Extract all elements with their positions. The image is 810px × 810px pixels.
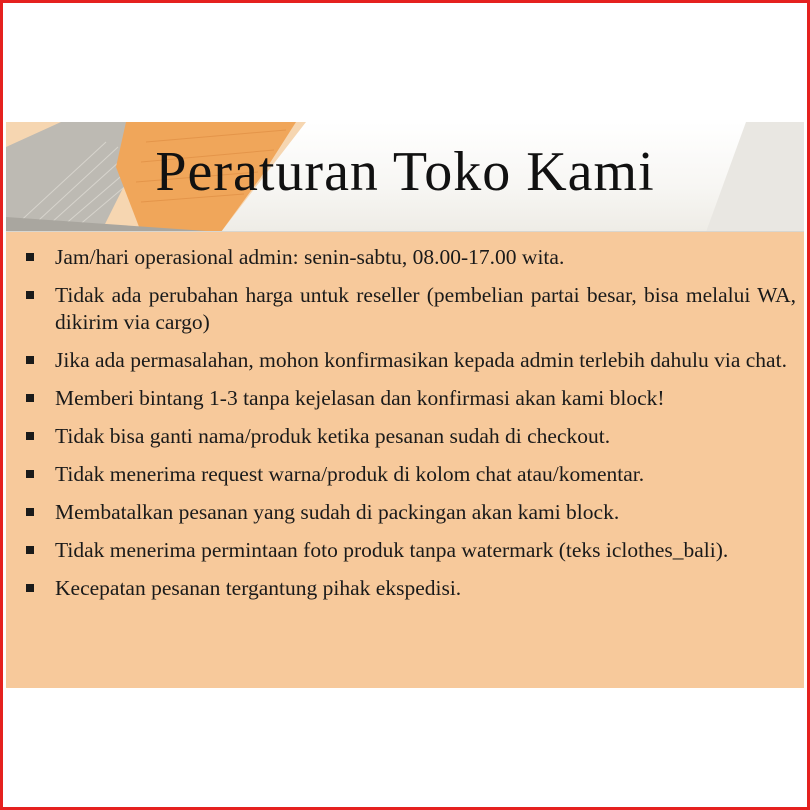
rule-text: Tidak menerima permintaan foto produk tanpa watermark (teks iclothes_bali). xyxy=(55,538,729,562)
rule-text: Kecepatan pesanan tergantung pihak ekspedisi. xyxy=(55,576,462,600)
rule-text: Membatalkan pesanan yang sudah di packingan akan kami block. xyxy=(55,500,620,524)
rule-text: Tidak menerima request warna/produk di kolom chat atau/komentar. xyxy=(55,462,645,486)
rule-text: Tidak bisa ganti nama/produk ketika pesanan sudah di checkout. xyxy=(55,424,611,448)
square-bullet-icon xyxy=(26,584,34,592)
rule-text: Jika ada permasalahan, mohon konfirmasikan kepada admin terlebih dahulu via chat. xyxy=(55,348,787,372)
square-bullet-icon xyxy=(26,508,34,516)
square-bullet-icon xyxy=(26,253,34,261)
list-item xyxy=(6,385,804,412)
list-item xyxy=(6,461,804,488)
square-bullet-icon xyxy=(26,432,34,440)
rule-text: Jam/hari operasional admin: senin-sabtu, 08.00-17.00 wita. xyxy=(55,245,565,269)
slide-title: Peraturan Toko Kami xyxy=(155,141,655,203)
list-item xyxy=(6,499,804,526)
slide-header xyxy=(6,122,804,232)
square-bullet-icon xyxy=(26,291,34,299)
list-item xyxy=(6,244,804,271)
list-item xyxy=(6,347,804,374)
slide xyxy=(6,122,804,688)
square-bullet-icon xyxy=(26,546,34,554)
list-item xyxy=(6,423,804,450)
rule-text: Memberi bintang 1-3 tanpa kejelasan dan konfirmasi akan kami block! xyxy=(55,386,665,410)
square-bullet-icon xyxy=(26,356,34,364)
list-item xyxy=(6,282,804,336)
rule-text: Tidak ada perubahan harga untuk reseller (pembelian partai besar, bisa melalui WA, dikirim via cargo) xyxy=(55,283,796,334)
rules-list xyxy=(6,244,804,613)
list-item xyxy=(6,575,804,602)
list-item xyxy=(6,537,804,564)
square-bullet-icon xyxy=(26,394,34,402)
square-bullet-icon xyxy=(26,470,34,478)
